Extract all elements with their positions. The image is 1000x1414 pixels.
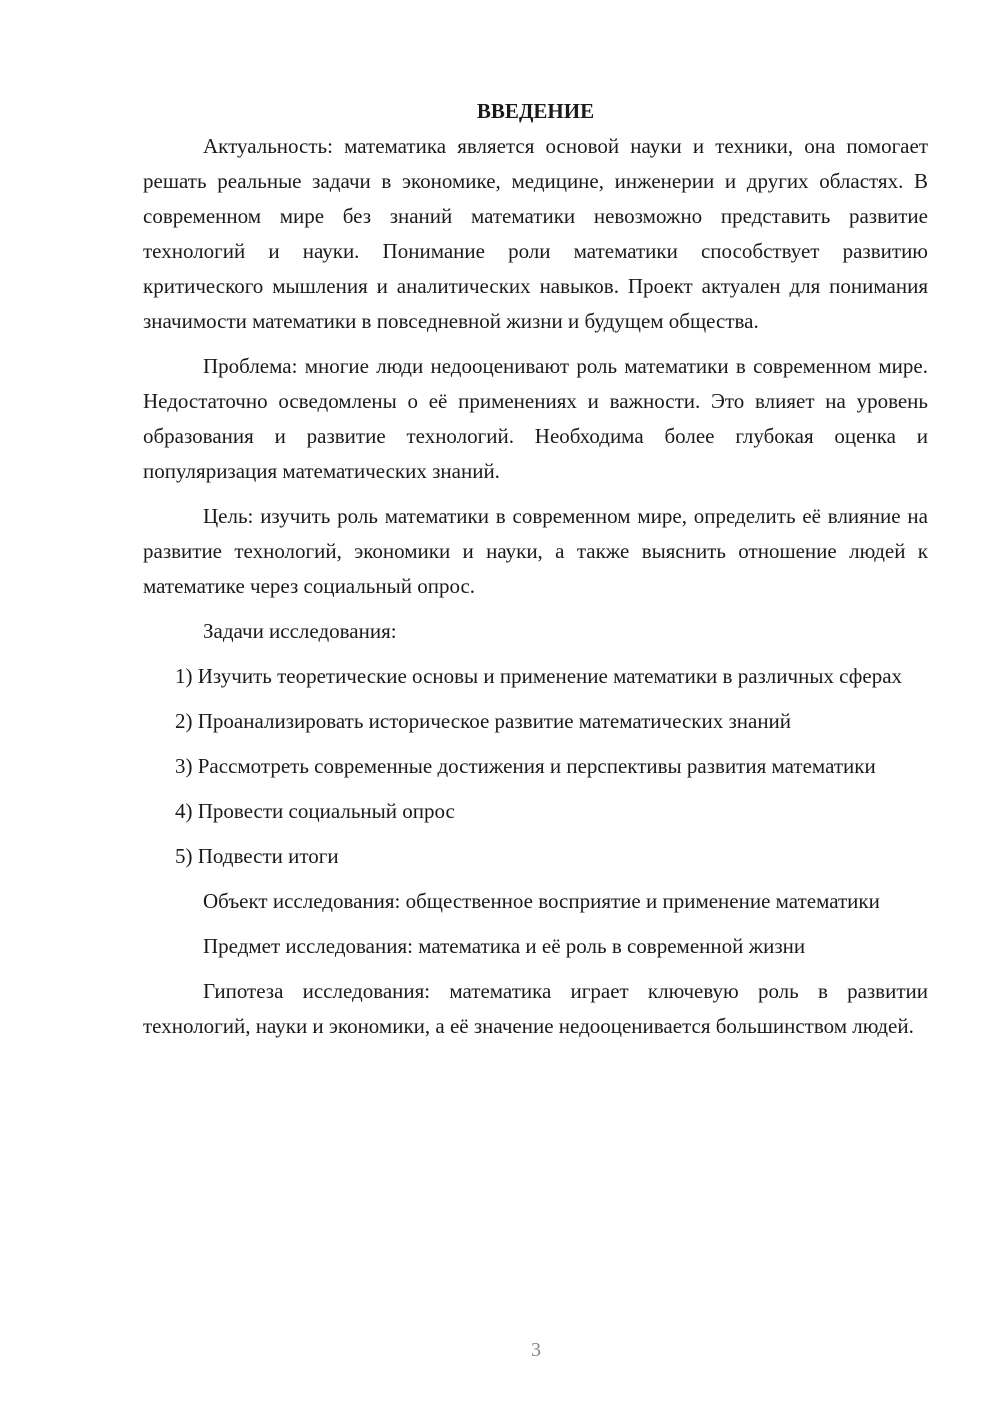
page-content bbox=[143, 94, 928, 1054]
task-item-1: 1) Изучить теоретические основы и применение математики в различных сферах bbox=[175, 664, 903, 688]
task-item-4: 4) Провести социальный опрос bbox=[175, 799, 455, 823]
goal-paragraph: Цель: изучить роль математики в современном мире, определить её влияние на развитие технологий, экономики и науки, а также выяснить отношение людей к математике через социальный опрос. bbox=[143, 504, 928, 598]
hypothesis-paragraph: Гипотеза исследования: математика играет ключевую роль в развитии технологий, науки и экономики, а её значение недооценивается большинством людей. bbox=[143, 979, 928, 1038]
section-heading: ВВЕДЕНИЕ bbox=[476, 99, 595, 123]
task-item-3: 3) Рассмотреть современные достижения и перспективы развития математики bbox=[175, 754, 876, 778]
problem-paragraph: Проблема: многие люди недооценивают роль математики в современном мире. Недостаточно осведомлены о её применениях и важности. Это влияет на уровень образования и развитие технологий. Необходима более глубокая оценка и популяризация математических знаний. bbox=[143, 354, 928, 483]
object-paragraph: Объект исследования: общественное восприятие и применение математики bbox=[203, 889, 880, 913]
subject-paragraph: Предмет исследования: математика и её роль в современной жизни bbox=[203, 934, 806, 958]
tasks-title: Задачи исследования: bbox=[203, 619, 397, 643]
page-number: 3 bbox=[531, 1339, 541, 1361]
task-item-5: 5) Подвести итоги bbox=[175, 844, 339, 868]
task-item-2: 2) Проанализировать историческое развитие математических знаний bbox=[175, 709, 792, 733]
relevance-paragraph: Актуальность: математика является основой науки и техники, она помогает решать реальные задачи в экономике, медицине, инженерии и других областях. В современном мире без знаний математики невозможно представить развитие технологий и науки. Понимание роли математики способствует развитию критического мышления и аналитических навыков. Проект актуален для понимания значимости математики в повседневной жизни и будущем общества. bbox=[143, 134, 928, 333]
